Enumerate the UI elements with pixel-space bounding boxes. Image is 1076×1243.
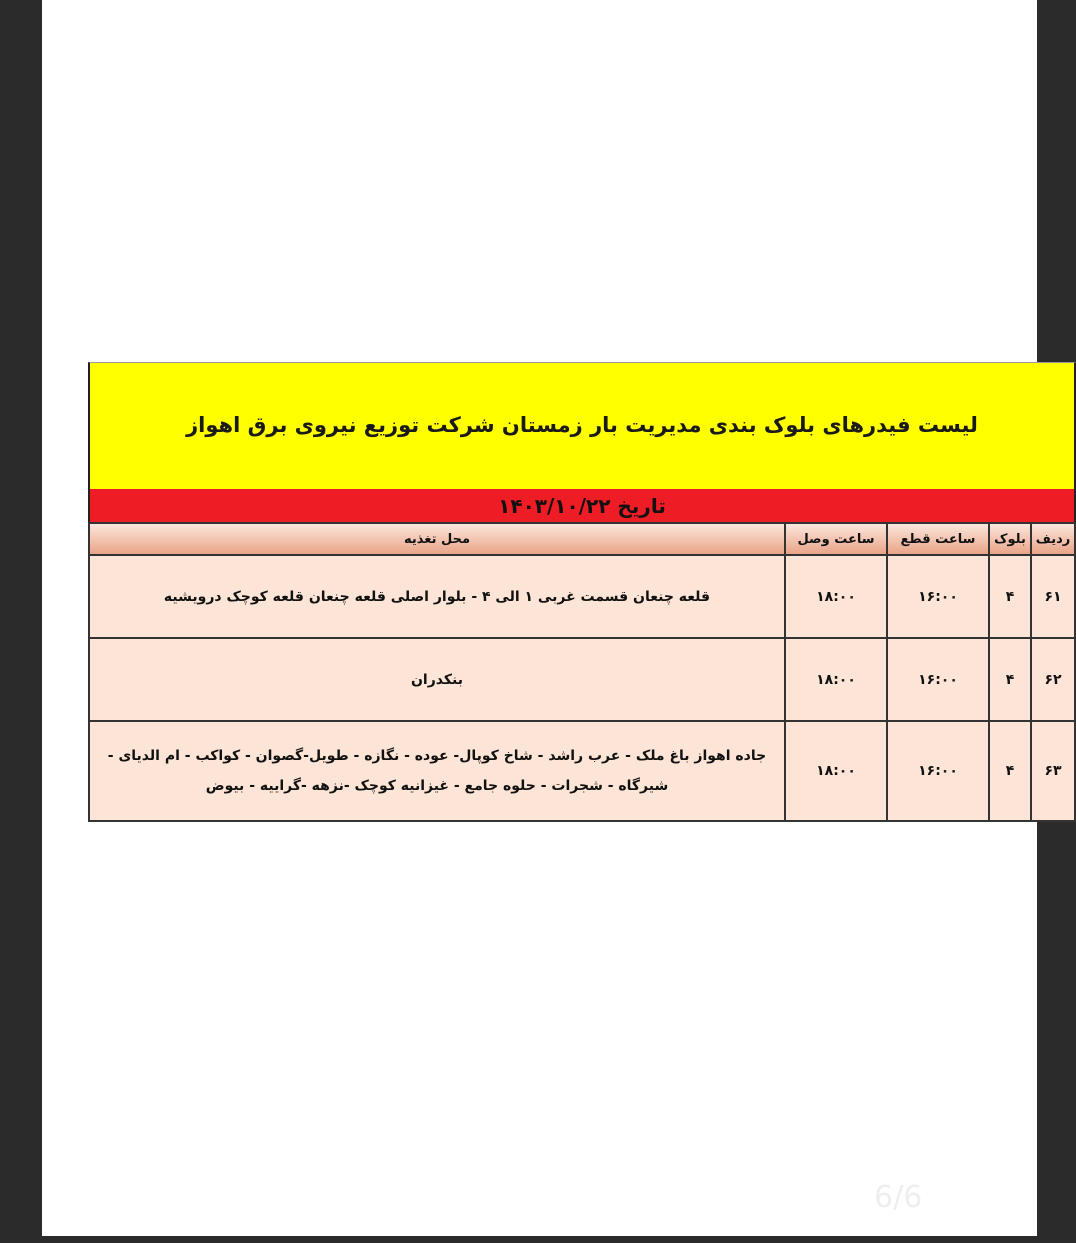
table-row bbox=[89, 555, 1075, 638]
cell-block: ۴ bbox=[989, 555, 1031, 638]
cell-location: قلعه چنعان قسمت غربی ۱ الی ۴ - بلوار اصلی قلعه چنعان قلعه کوچک درویشیه bbox=[89, 555, 785, 638]
cell-connect-time: ۱۸:۰۰ bbox=[785, 638, 887, 721]
table-row bbox=[89, 638, 1075, 721]
header-cut-time: ساعت قطع bbox=[887, 523, 989, 555]
page-indicator: 6/6 bbox=[874, 1180, 923, 1215]
cell-cut-time: ۱۶:۰۰ bbox=[887, 638, 989, 721]
header-connect-time: ساعت وصل bbox=[785, 523, 887, 555]
header-row-number: ردیف bbox=[1031, 523, 1075, 555]
document-title: لیست فیدرهای بلوک بندی مدیریت بار زمستان شرکت توزیع نیروی برق اهواز bbox=[186, 413, 978, 437]
cell-connect-time: ۱۸:۰۰ bbox=[785, 555, 887, 638]
cell-block: ۴ bbox=[989, 721, 1031, 821]
document-date: تاریخ ۱۴۰۳/۱۰/۲۲ bbox=[498, 493, 666, 518]
cell-cut-time: ۱۶:۰۰ bbox=[887, 721, 989, 821]
document-page bbox=[42, 0, 1071, 1236]
cell-cut-time: ۱۶:۰۰ bbox=[887, 555, 989, 638]
header-location: محل تغذیه bbox=[89, 523, 785, 555]
table-row bbox=[89, 721, 1075, 821]
title-band bbox=[88, 362, 1076, 489]
cell-location: جاده اهواز باغ ملک - عرب راشد - شاخ کوپال- عوده - نگازه - طویل-گصوان - کواکب - ام الدیای - شیرگاه - شجرات - حلوه جامع - غیزانیه کوچک -نزهه -گراییه - بیوض bbox=[89, 721, 785, 821]
cell-location: بنکدران bbox=[89, 638, 785, 721]
header-block: بلوک bbox=[989, 523, 1031, 555]
cell-row-number: ۶۱ bbox=[1031, 555, 1075, 638]
schedule-document bbox=[88, 362, 1076, 822]
date-band bbox=[88, 489, 1076, 522]
cell-connect-time: ۱۸:۰۰ bbox=[785, 721, 887, 821]
table-header-row bbox=[89, 523, 1075, 555]
feeder-table bbox=[88, 522, 1076, 822]
cell-block: ۴ bbox=[989, 638, 1031, 721]
cell-row-number: ۶۲ bbox=[1031, 638, 1075, 721]
cell-row-number: ۶۳ bbox=[1031, 721, 1075, 821]
